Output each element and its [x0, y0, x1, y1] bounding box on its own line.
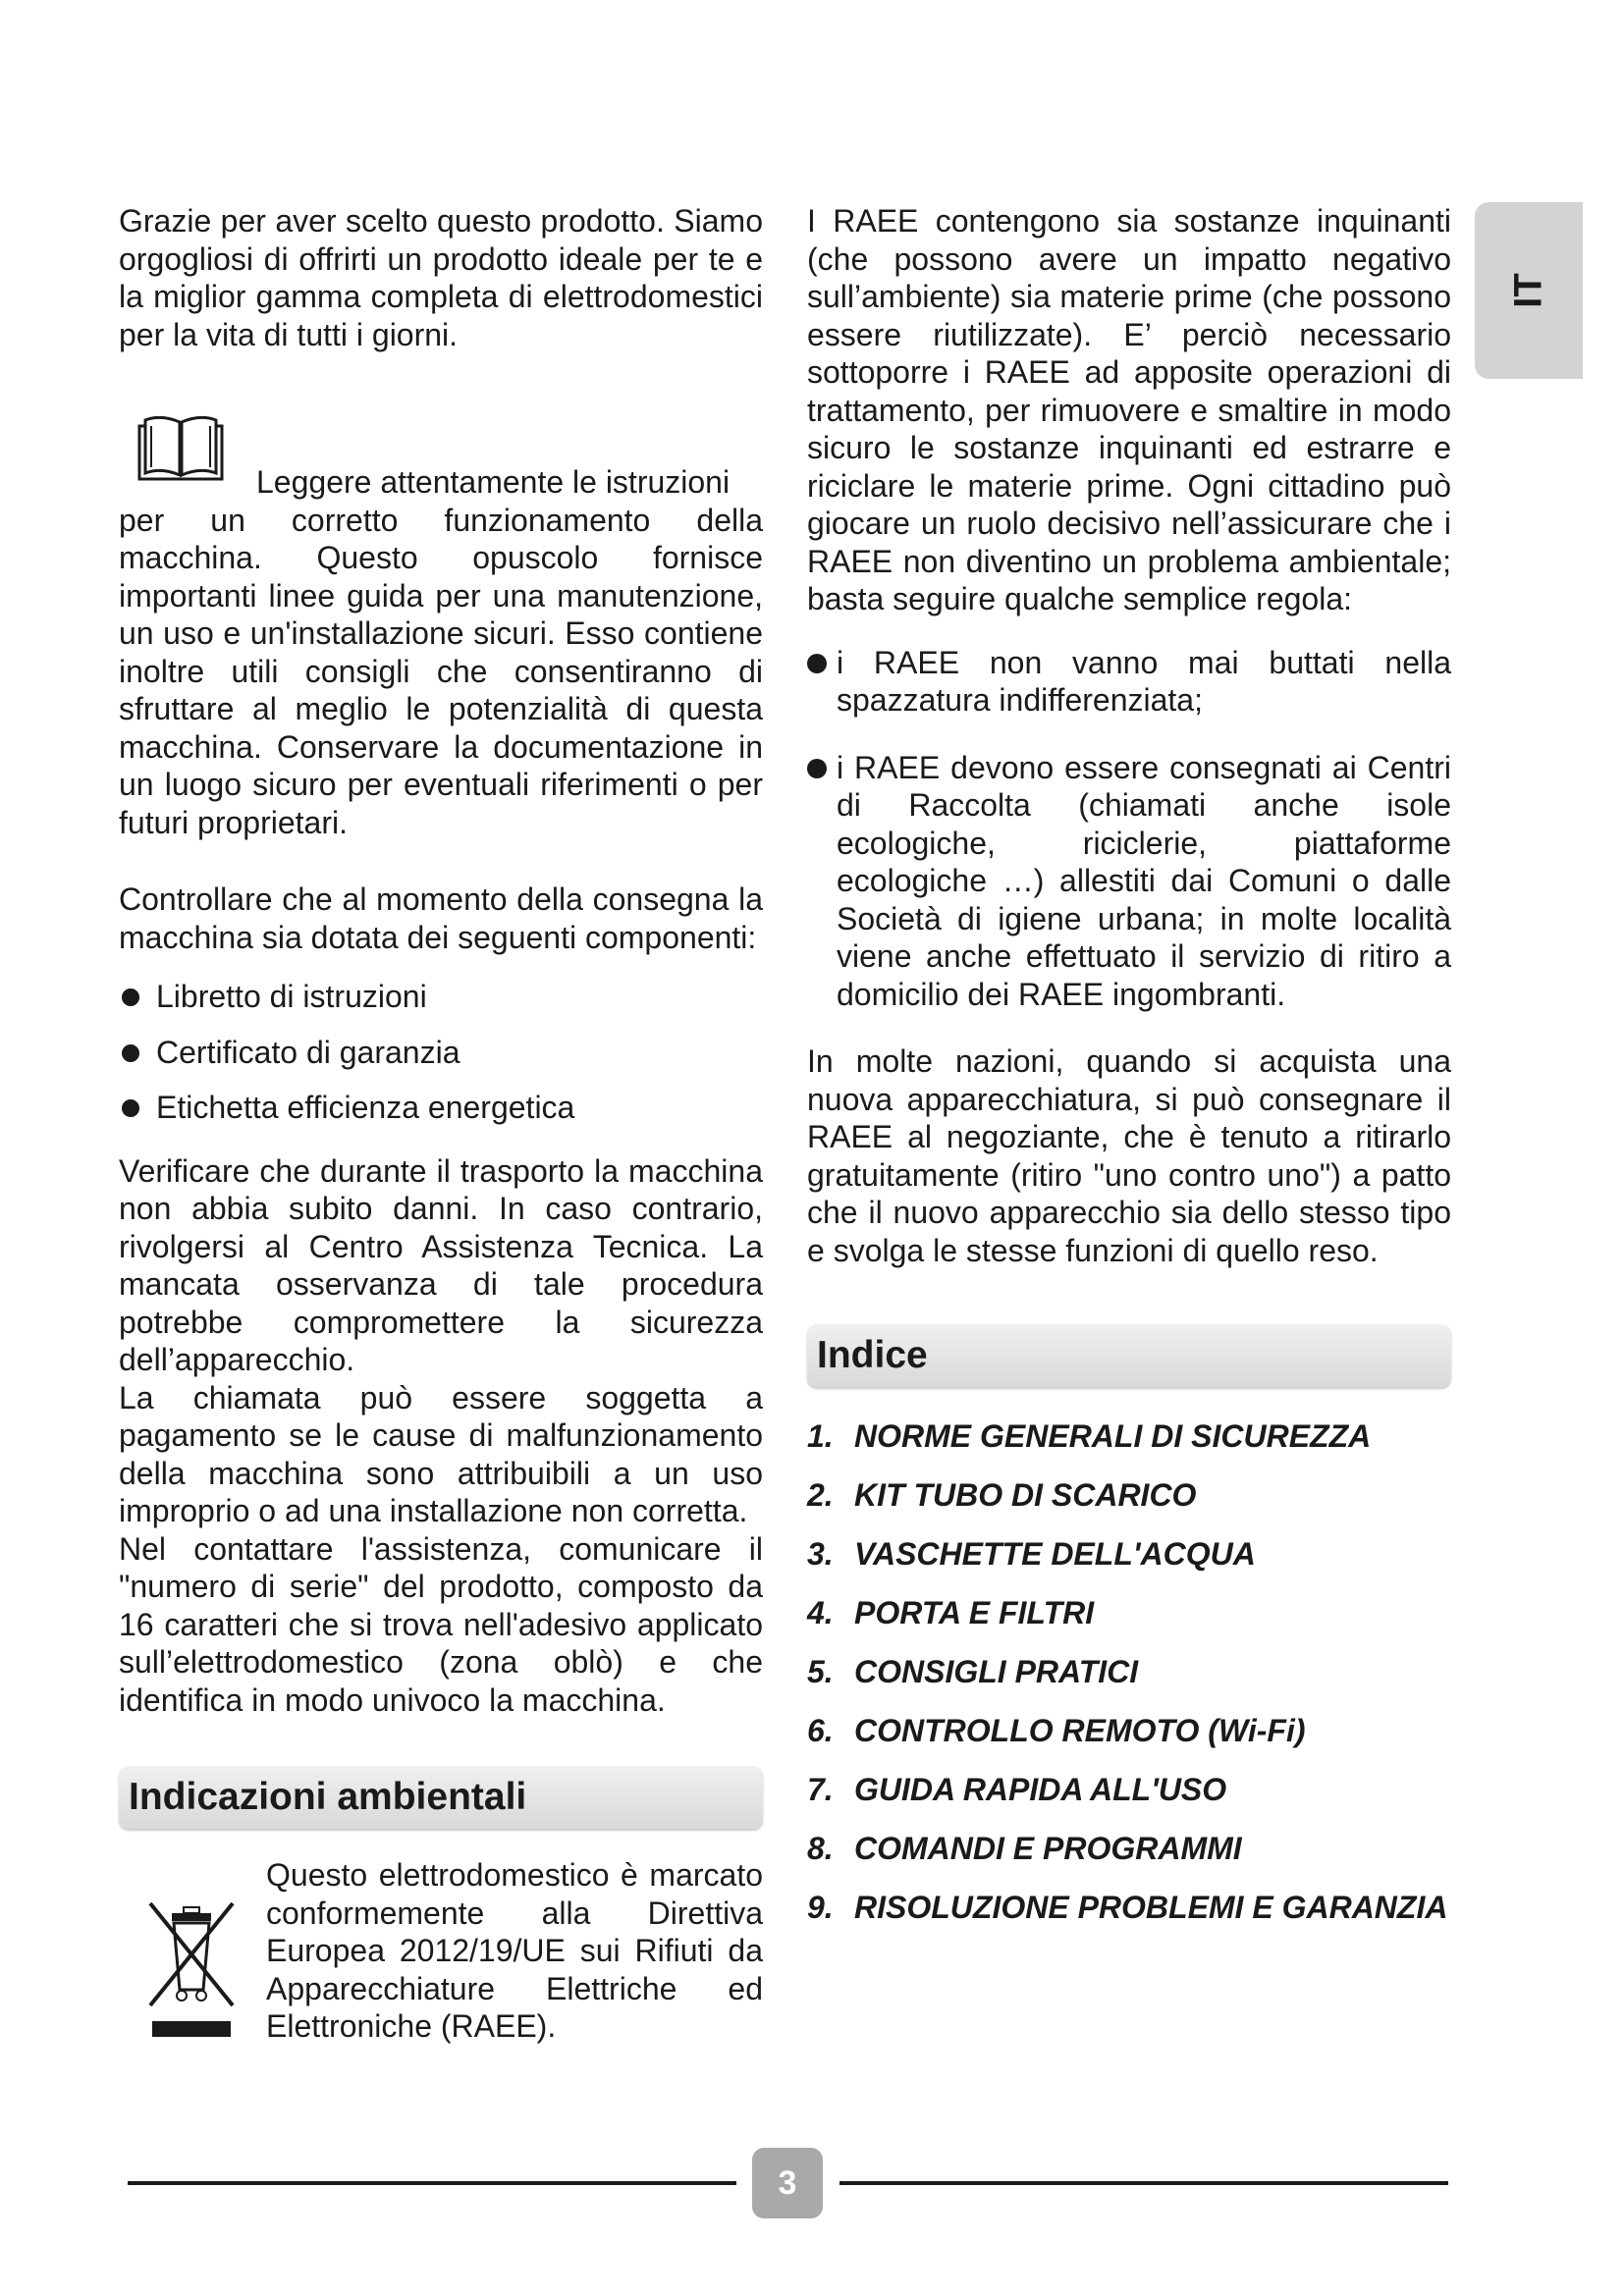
components-list: [119, 978, 763, 1127]
weee-directive-text: Questo elettrodomestico è marcato conformemente alla Direttiva Europea 2012/19/UE sui Rifiuti da Apparecchiature Elettriche ed Elettroniche (RAEE).: [266, 1857, 763, 2044]
index-item[interactable]: [807, 1652, 1451, 1691]
index-label: CONTROLLO REMOTO (Wi-Fi): [854, 1713, 1306, 1748]
raee-rule-item: i RAEE non vanno mai buttati nella spazzatura indifferenziata;: [807, 644, 1451, 720]
index-number: 5.: [807, 1654, 834, 1689]
language-tab: [1475, 202, 1583, 379]
contact-service-text: Nel contattare l'assistenza, comunicare il "numero di serie" del prodotto, composto da 16 caratteri che si trova nell'adesivo applicato sull’elettrodomestico (zona oblò) e che identifica in modo univoco la macchina.: [119, 1530, 763, 1718]
raee-intro-text: I RAEE contengono sia sostanze inquinanti (che possono avere un impatto negativo sull’ambiente) sia materie prime (che possono essere riutilizzate). E’ perciò necessario sottoporre i RAEE ad apposite operazioni di trattamento, per rimuovere e smaltire in modo sicuro le sostanze inquinanti ed estrarre e riciclare le materie prime. Ogni cittadino può giocare un ruolo decisivo nell’assicurare che i RAEE non diventino un problema ambientale; basta seguire qualche semplice regola:: [807, 203, 1451, 616]
read-instructions-text: per un corretto funzionamento della macchina. Questo opuscolo fornisce importanti linee guida per una manutenzione, un uso e un'installazione sicuri. Esso contiene inoltre utili consigli che consentiranno di sfruttare al meglio le potenzialità di questa macchina. Conservare la documentazione in un luogo sicuro per eventuali riferimenti o per futuri proprietari.: [119, 502, 763, 840]
index-item[interactable]: [807, 1534, 1451, 1574]
index-item[interactable]: [807, 1416, 1451, 1456]
index-item[interactable]: [807, 1770, 1451, 1809]
read-instructions-block: [119, 412, 763, 841]
component-item: Libretto di istruzioni: [119, 978, 763, 1016]
component-item: Etichetta efficienza energetica: [119, 1089, 763, 1127]
index-label: PORTA E FILTRI: [854, 1595, 1095, 1630]
index-label: COMANDI E PROGRAMMI: [854, 1831, 1242, 1866]
raee-rule-item: i RAEE devono essere consegnati ai Centri di Raccolta (chiamati anche isole ecologiche, riciclerie, piattaforme ecologiche …) allestiti dai Comuni o dalle Società di igiene urbana; in molte località viene anche effettuato il servizio di ritiro a domicilio dei RAEE ingombranti.: [807, 749, 1451, 1014]
check-components-text: Controllare che al momento della consegna la macchina sia dotata dei seguenti componenti:: [119, 881, 763, 955]
index-number: 9.: [807, 1890, 834, 1925]
book-icon: [136, 412, 225, 483]
intro-paragraph: Grazie per aver scelto questo prodotto. Siamo orgogliosi di offrirti un prodotto ideale per te e la miglior gamma completa di elettrodomestici per la vita di tutti i giorni.: [119, 203, 763, 352]
index-number: 2.: [807, 1477, 834, 1513]
footer-rule-left: [128, 2181, 736, 2185]
index-item[interactable]: [807, 1593, 1451, 1632]
index-number: 7.: [807, 1772, 834, 1807]
index-number: 1.: [807, 1418, 834, 1454]
language-label: IT: [1506, 273, 1550, 308]
footer-rule-right: [839, 2181, 1448, 2185]
raee-return-text: In molte nazioni, quando si acquista una nuova apparecchiatura, si può consegnare il RAEE al negoziante, che è tenuto a ritirarlo gratuitamente (ritiro "uno contro uno") a patto che il nuovo apparecchio sia dello stesso tipo e svolga le stesse funzioni di quello reso.: [807, 1043, 1451, 1268]
index-number: 4.: [807, 1595, 834, 1630]
read-instructions-lead: Leggere attentamente le istruzioni: [256, 464, 731, 500]
index-number: 6.: [807, 1713, 834, 1748]
raee-rules-list: [807, 644, 1451, 1014]
index-list: [807, 1416, 1451, 1927]
index-item[interactable]: [807, 1888, 1451, 1927]
weee-notice: [119, 1856, 763, 2046]
call-cost-text: La chiamata può essere soggetta a pagamento se le cause di malfunzionamento della macchina sono attribuibili a un uso improprio o ad una installazione non corretta.: [119, 1379, 763, 1528]
index-item[interactable]: [807, 1711, 1451, 1750]
page-number: 3: [752, 2148, 823, 2218]
index-number: 8.: [807, 1831, 834, 1866]
left-column: [119, 202, 763, 2046]
index-number: 3.: [807, 1536, 834, 1572]
index-label: RISOLUZIONE PROBLEMI E GARANZIA: [854, 1890, 1448, 1925]
component-item: Certificato di garanzia: [119, 1034, 763, 1072]
index-label: VASCHETTE DELL'ACQUA: [854, 1536, 1256, 1572]
right-column: [807, 202, 1451, 1947]
index-label: CONSIGLI PRATICI: [854, 1654, 1139, 1689]
index-label: NORME GENERALI DI SICUREZZA: [854, 1418, 1372, 1454]
index-section-title: Indice: [807, 1324, 1451, 1387]
environment-section-title: Indicazioni ambientali: [119, 1766, 763, 1829]
crossed-bin-icon: [146, 1896, 237, 2043]
verify-transport-text: Verificare che durante il trasporto la macchina non abbia subito danni. In caso contrario, rivolgersi al Centro Assistenza Tecnica. La mancata osservanza di tale procedura potrebbe compromettere la sicurezza dell’apparecchio.: [119, 1152, 763, 1377]
index-item[interactable]: [807, 1829, 1451, 1868]
index-item[interactable]: [807, 1475, 1451, 1515]
index-label: KIT TUBO DI SCARICO: [854, 1477, 1197, 1513]
index-label: GUIDA RAPIDA ALL'USO: [854, 1772, 1227, 1807]
